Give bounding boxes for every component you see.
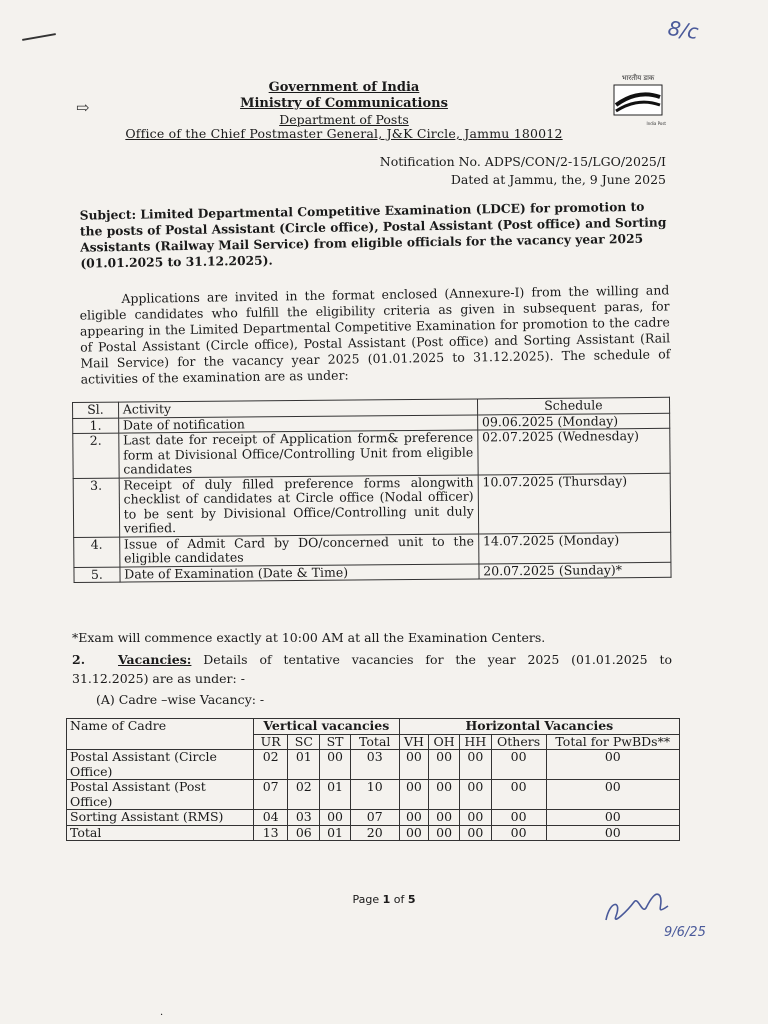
vacancy-cell: 00 [546, 810, 679, 826]
vacancy-cell: 00 [491, 750, 546, 780]
subject-text: Subject: Limited Departmental Competitive Examination (LDCE) for promotion to the posts of Postal Assistant (Circle office), Postal Assistant (Post office) and Sorting Assistants (Railway Mail Service) from eligible officials for the vacancy year 2025 (01.01.2025 to 31.12.2025). [79, 198, 667, 271]
vacancy-cell: 00 [429, 780, 460, 810]
vacancy-cell: 00 [429, 810, 460, 826]
vacancy-cell: 07 [254, 780, 288, 810]
table-row [67, 810, 680, 826]
logo-english-text: India Post [646, 121, 666, 126]
vacancy-subheader: Total for PwBDs** [546, 734, 679, 750]
vacancy-cell: 00 [546, 780, 679, 810]
vacancy-cell: 01 [320, 825, 350, 841]
schedule-date: 09.06.2025 (Monday) [477, 413, 669, 430]
vacancy-cell: 00 [399, 780, 429, 810]
section-number: 2. [72, 652, 86, 667]
vacancy-cell: 00 [399, 810, 429, 826]
vacancy-cadre-name: Postal Assistant (Circle Office) [67, 750, 254, 780]
vacancy-cell: 02 [254, 750, 288, 780]
vacancy-cell: 00 [429, 750, 460, 780]
table-row [67, 780, 680, 810]
vacancy-subheader: OH [429, 734, 460, 750]
pen-arrow-icon: ⇨ [76, 98, 90, 117]
vacancy-subheader: ST [320, 734, 350, 750]
notification-date: Dated at Jammu, the, 9 June 2025 [450, 172, 666, 187]
vacancy-cell: 07 [350, 810, 399, 826]
schedule-header-schedule: Schedule [477, 397, 669, 414]
vacancy-cell: 00 [399, 750, 429, 780]
vacancy-cell: 02 [288, 780, 320, 810]
vacancy-header-horizontal: Horizontal Vacancies [399, 719, 679, 735]
vacancy-cell: 20 [350, 825, 399, 841]
vacancy-cell: 01 [320, 780, 350, 810]
logo-hindi-text: भारतीय डाक [621, 74, 655, 82]
table-row [67, 750, 680, 780]
schedule-date: 10.07.2025 (Thursday) [478, 473, 671, 534]
page-prefix: Page [352, 893, 383, 906]
table-row [73, 473, 670, 537]
cadre-wise-subheading: (A) Cadre –wise Vacancy: - [96, 692, 265, 707]
vacancy-subheader: UR [254, 734, 288, 750]
vacancies-paragraph [72, 650, 672, 688]
schedule-sl: 1. [73, 418, 119, 434]
header-department: Department of Posts [279, 112, 409, 127]
vacancy-cell: 00 [320, 810, 350, 826]
vacancy-cell: 00 [399, 825, 429, 841]
page-of: of [390, 893, 408, 906]
vacancy-cell: 00 [491, 810, 546, 826]
schedule-date: 02.07.2025 (Wednesday) [478, 428, 671, 474]
vacancy-cell: 00 [429, 825, 460, 841]
table-row [67, 825, 680, 841]
stray-mark: · [160, 1010, 164, 1021]
vacancy-cell: 00 [491, 825, 546, 841]
schedule-activity: Issue of Admit Card by DO/concerned unit to the eligible candidates [119, 533, 478, 566]
vacancy-cell: 01 [288, 750, 320, 780]
page-current: 1 [382, 893, 391, 906]
vacancy-table [66, 718, 680, 841]
vacancy-subheader: HH [460, 734, 492, 750]
vacancy-cell: 00 [460, 825, 492, 841]
vacancy-cell: 10 [350, 780, 399, 810]
schedule-date: 20.07.2025 (Sunday)* [479, 562, 671, 579]
schedule-sl: 2. [73, 433, 119, 478]
vacancy-cell: 00 [546, 750, 679, 780]
page-total: 5 [407, 893, 416, 906]
vacancy-cell: 13 [254, 825, 288, 841]
vacancy-cadre-name: Postal Assistant (Post Office) [67, 780, 254, 810]
header-office: Office of the Chief Postmaster General, J&K Circle, Jammu 180012 [125, 126, 563, 141]
vacancy-subheader: Others [491, 734, 546, 750]
exam-note: *Exam will commence exactly at 10:00 AM at all the Examination Centers. [72, 630, 546, 645]
header-ministry: Ministry of Communications [240, 96, 448, 111]
handwritten-mark: 8/c [666, 15, 700, 45]
vacancy-cell: 00 [546, 825, 679, 841]
schedule-activity: Last date for receipt of Application form& preference form at Divisional Office/Controlling Unit from eligible candidates [119, 430, 478, 478]
vacancy-header-cadre: Name of Cadre [67, 719, 254, 750]
vacancy-cell: 00 [460, 810, 492, 826]
vacancy-cell: 00 [491, 780, 546, 810]
schedule-table [72, 397, 672, 583]
schedule-activity: Date of Examination (Date & Time) [120, 563, 479, 582]
table-row [73, 428, 670, 478]
vacancy-subheader: SC [288, 734, 320, 750]
notification-number: Notification No. ADPS/CON/2-15/LGO/2025/I [379, 154, 666, 169]
schedule-date: 14.07.2025 (Monday) [478, 532, 670, 564]
intro-paragraph: Applications are invited in the format enclosed (Annexure-I) from the willing and eligible candidates who fulfill the eligibility criteria as given in subsequent paras, for appearing in the Limited Departmental Competitive Examination for promotion to the cadre of Postal Assistant (Circle office), Postal Assistant (Post office) and Sorting Assistant (Rail Mail Service) for the vacancy year 2025 (01.01.2025 to 31.12.2025). The schedule of activities of the examination are as under: [79, 282, 671, 387]
schedule-activity: Date of notification [118, 414, 477, 433]
vacancy-cell: 00 [460, 750, 492, 780]
vacancy-cell: 03 [288, 810, 320, 826]
schedule-header-sl: Sl. [73, 402, 119, 418]
vacancy-cell: 03 [350, 750, 399, 780]
pen-stroke [22, 33, 56, 41]
schedule-activity: Receipt of duly filled preference forms alongwith checklist of candidates at Circle office (Nodal officer) to be sent by Divisional Office/Controlling unit duly verified. [119, 474, 479, 536]
schedule-sl: 3. [73, 478, 119, 537]
vacancy-cadre-name: Total [67, 825, 254, 841]
section-label: Vacancies: [118, 652, 192, 667]
schedule-header-activity: Activity [118, 399, 477, 418]
vacancy-subheader: VH [399, 734, 429, 750]
vacancy-cell: 06 [288, 825, 320, 841]
vacancy-cell: 00 [460, 780, 492, 810]
schedule-sl: 5. [74, 567, 120, 583]
signature-date: 9/6/25 [664, 925, 706, 940]
vacancy-cell: 00 [320, 750, 350, 780]
header-government: Government of India [268, 80, 420, 95]
vacancy-cadre-name: Sorting Assistant (RMS) [67, 810, 254, 826]
vacancy-subheader: Total [350, 734, 399, 750]
section-text: Details of tentative vacancies for the year 2025 (01.01.2025 to 31.12.2025) are as under: - [72, 652, 672, 686]
vacancy-header-vertical: Vertical vacancies [254, 719, 400, 735]
vacancy-cell: 04 [254, 810, 288, 826]
schedule-sl: 4. [74, 537, 120, 567]
signature-icon [598, 880, 718, 940]
